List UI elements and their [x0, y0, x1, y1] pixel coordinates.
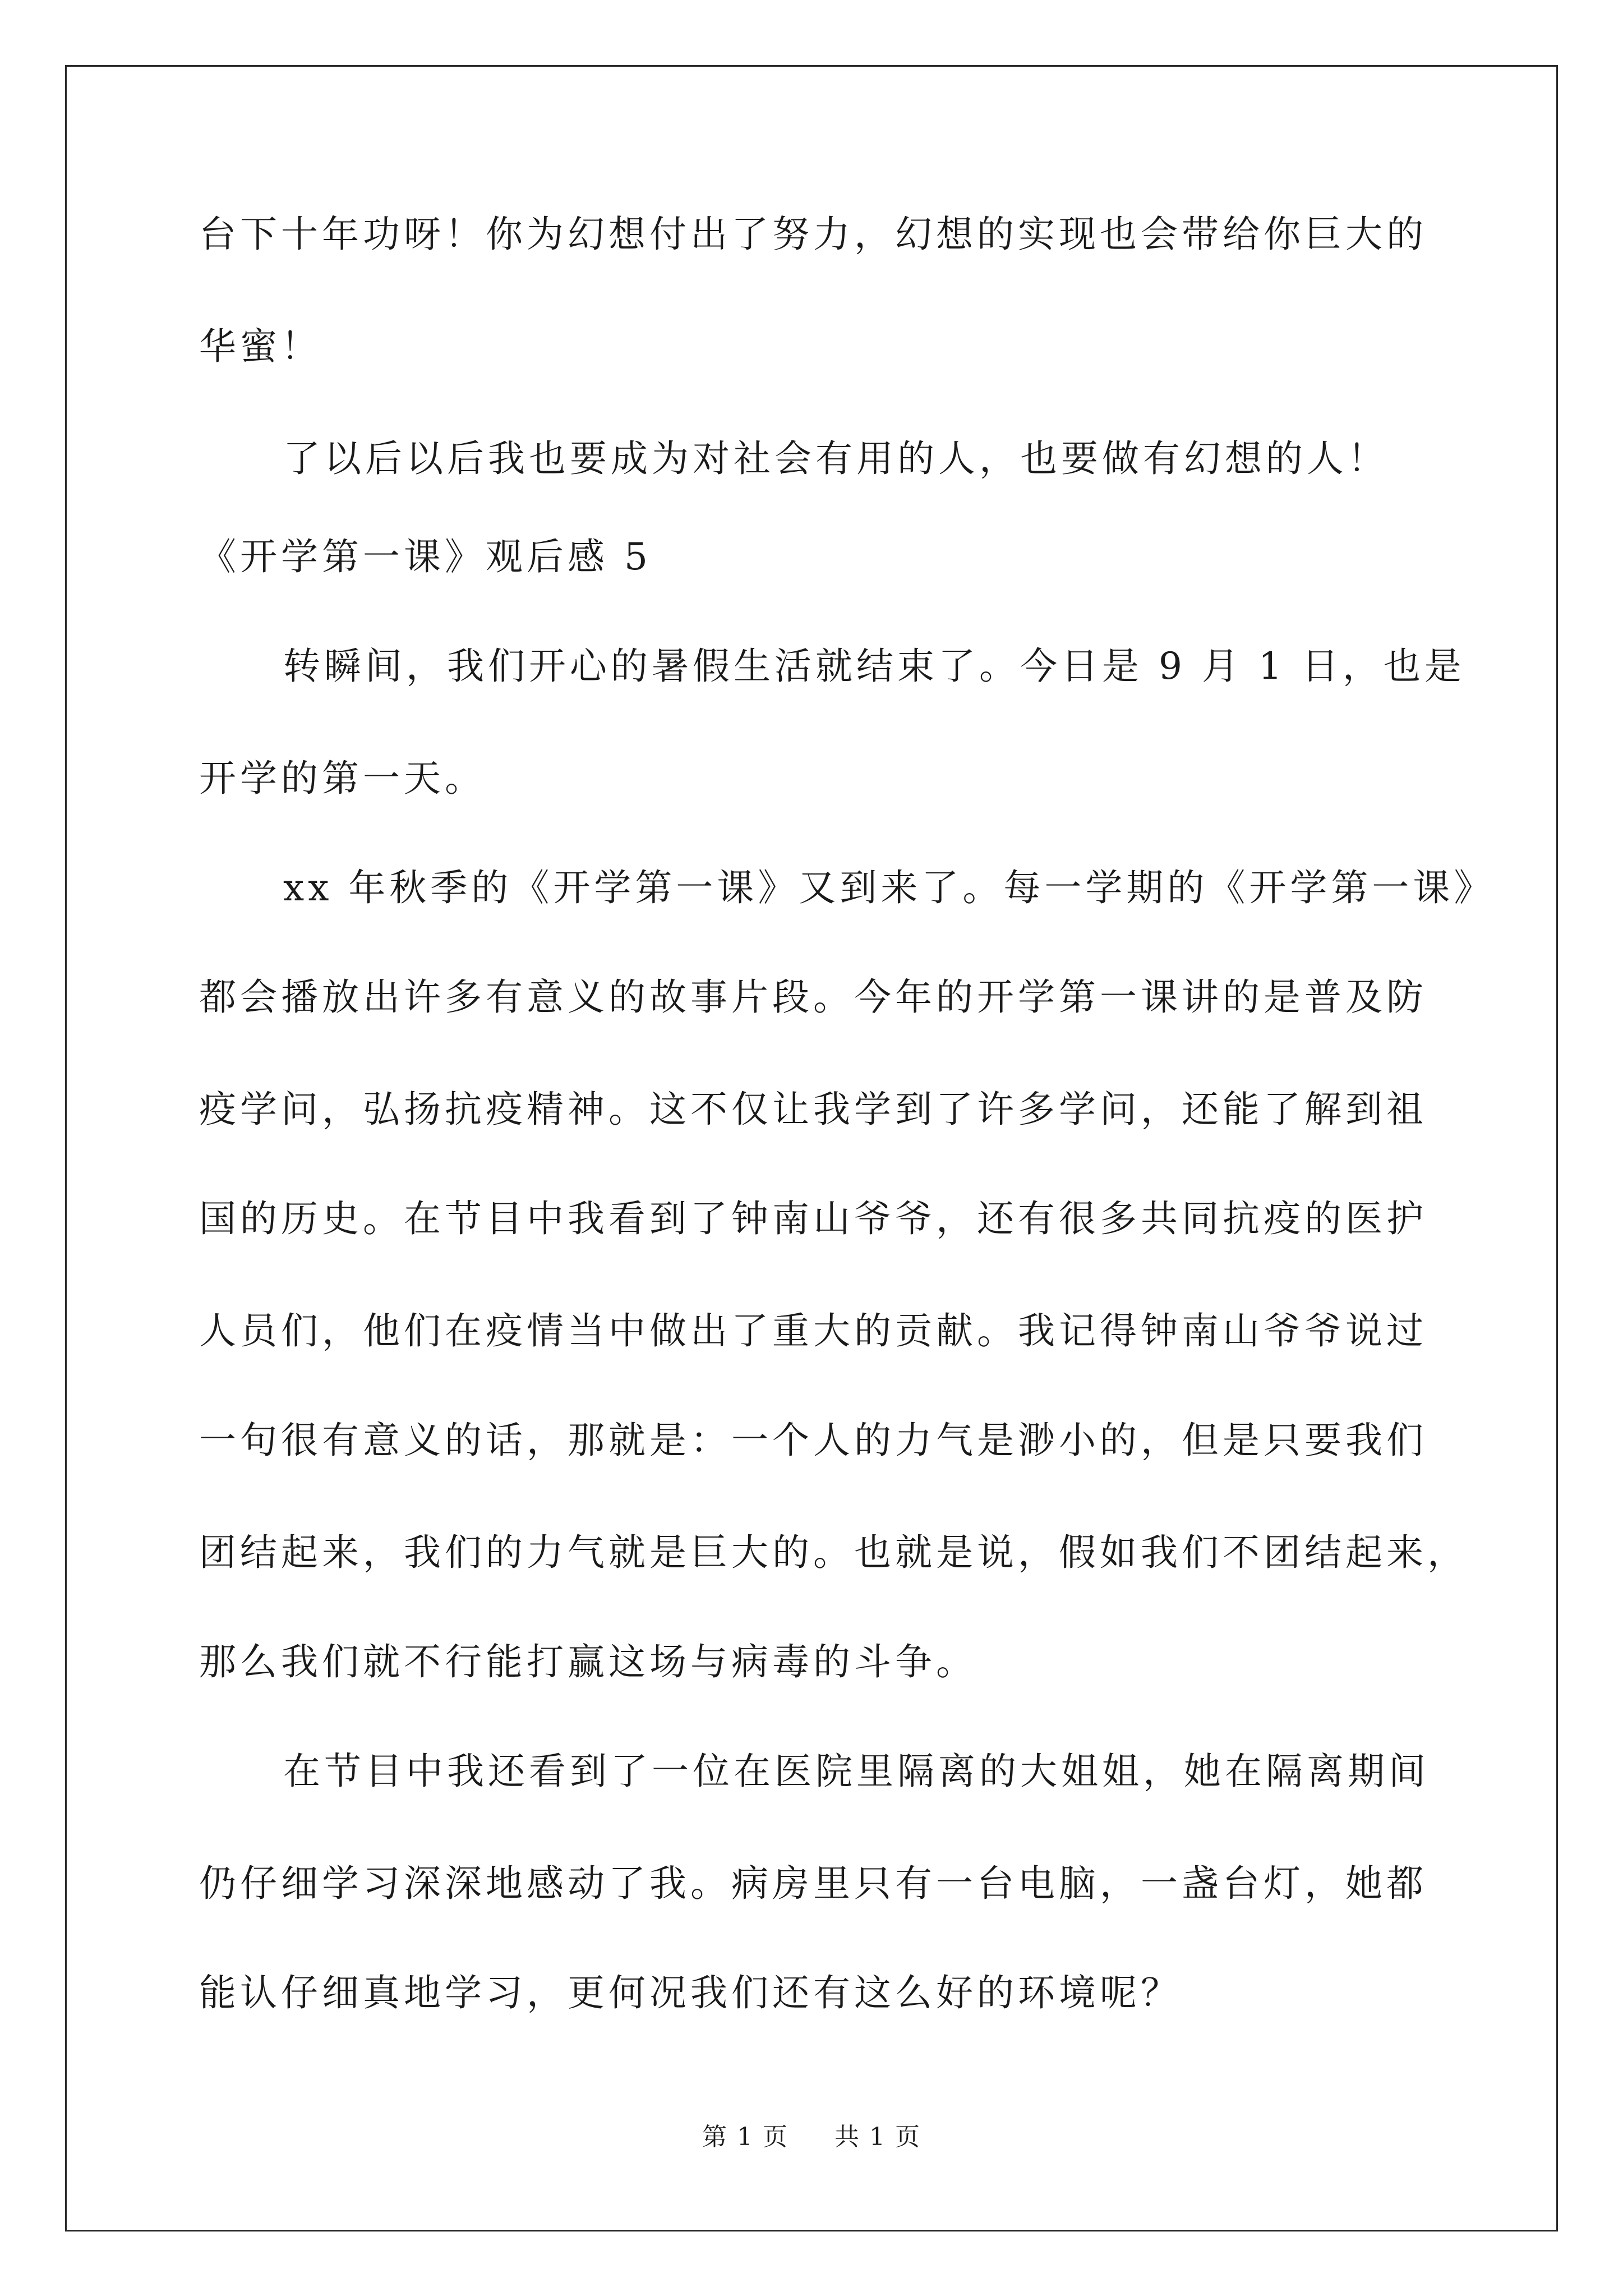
text-line: 都会播放出许多有意义的故事片段。今年的开学第一课讲的是普及防	[199, 976, 1427, 1019]
page-footer	[0, 2120, 1623, 2154]
page-number: 第 1 页	[702, 2123, 789, 2151]
section-heading: 《开学第一课》观后感 5	[199, 535, 652, 578]
text-line: 疫学问，弘扬抗疫精神。这不仅让我学到了许多学问，还能了解到祖	[199, 1088, 1427, 1131]
text-line: 在节目中我还看到了一位在医院里隔离的大姐姐，她在隔离期间	[283, 1750, 1430, 1793]
text-line: xx 年秋季的《开学第一课》又到来了。每一学期的《开学第一课》	[283, 866, 1495, 909]
text-line: 团结起来，我们的力气就是巨大的。也就是说，假如我们不团结起来，	[199, 1531, 1468, 1574]
text-line: 人员们，他们在疫情当中做出了重大的贡献。我记得钟南山爷爷说过	[199, 1309, 1427, 1352]
text-line: 能认仔细真地学习，更何况我们还有这么好的环境呢？	[199, 1971, 1182, 2014]
text-line: 开学的第一天。	[199, 757, 486, 800]
text-line: 那么我们就不行能打赢这场与病毒的斗争。	[199, 1640, 977, 1683]
text-line: 一句很有意义的话，那就是：一个人的力气是渺小的，但是只要我们	[199, 1419, 1427, 1462]
text-line: 台下十年功呀！你为幻想付出了努力，幻想的实现也会带给你巨大的	[199, 213, 1427, 256]
text-line: 转瞬间，我们开心的暑假生活就结束了。今日是 9 月 1 日，也是	[283, 645, 1465, 688]
text-line: 了以后以后我也要成为对社会有用的人，也要做有幻想的人！	[283, 437, 1389, 480]
text-line: 国的历史。在节目中我看到了钟南山爷爷，还有很多共同抗疫的医护	[199, 1197, 1427, 1240]
page-total: 共 1 页	[834, 2123, 921, 2151]
text-line: 华蜜！	[199, 325, 322, 368]
text-line: 仍仔细学习深深地感动了我。病房里只有一台电脑，一盏台灯，她都	[199, 1862, 1427, 1905]
